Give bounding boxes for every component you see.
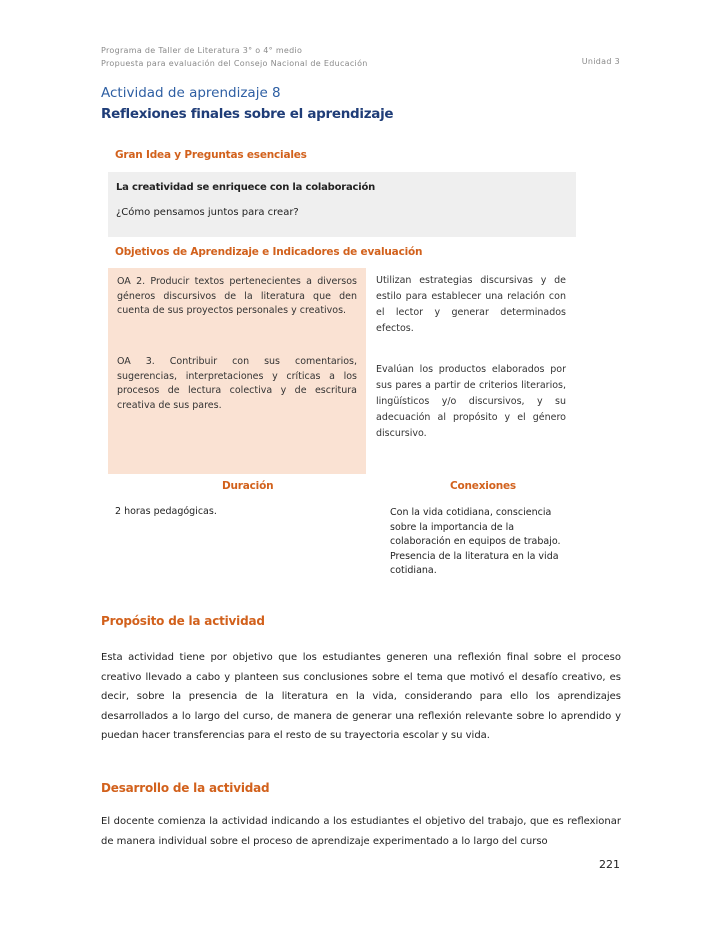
connections-value: Con la vida cotidiana, consciencia sobre la importancia de la colaboración en equipos de trabajo. Presencia de la literatura en la vida cotidiana. <box>390 507 561 576</box>
indicator-2-text: Evalúan los productos elaborados por sus pares a partir de criterios literarios, lingüísticos y/o discursivos, y su adecuación al propósito y el género discursivo. <box>376 364 566 439</box>
header-program: Programa de Taller de Literatura 3° o 4° medio <box>101 46 303 55</box>
page-number: 221 <box>599 858 620 871</box>
oa-2-text: OA 2. Producir textos pertenecientes a diversos géneros discursivos de la literatura que den cuenta de sus proyectos personales y creativos. <box>117 276 357 316</box>
activity-number: Actividad de aprendizaje 8 <box>101 85 281 101</box>
essential-question: ¿Cómo pensamos juntos para crear? <box>116 207 299 218</box>
running-header <box>101 44 368 70</box>
oa-3-text: OA 3. Contribuir con sus comentarios, sugerencias, interpretaciones y críticas a los procesos de lectura colectiva y de escritura creativa de sus pares. <box>117 356 357 411</box>
gran-idea-statement: La creatividad se enriquece con la colaboración <box>116 182 376 193</box>
connections-heading: Conexiones <box>450 480 516 492</box>
oa-box <box>108 268 366 474</box>
indicator-1-text: Utilizan estrategias discursivas y de estilo para establecer una relación con el lector y generar determinados efectos. <box>376 275 566 334</box>
duration-heading: Duración <box>222 480 274 492</box>
objectives-heading: Objetivos de Aprendizaje e Indicadores de evaluación <box>115 246 423 258</box>
purpose-paragraph: Esta actividad tiene por objetivo que los estudiantes generen una reflexión final sobre el proceso creativo llevado a cabo y planteen sus conclusiones sobre el tema que motivó el desafío creativo, es decir, sobre la presencia de la literatura en la vida, considerando para ello los aprendizajes desarrollados a lo largo del curso, de manera de generar una reflexión relevante sobre lo aprendido y puedan hacer transferencias para el resto de su trayectoria escolar y su vida. <box>101 652 621 741</box>
development-heading: Desarrollo de la actividad <box>101 781 270 795</box>
development-paragraph: El docente comienza la actividad indicando a los estudiantes el objetivo del trabajo, que es reflexionar de manera individual sobre el proceso de aprendizaje experimentado a lo largo del curso <box>101 816 621 847</box>
header-unit: Unidad 3 <box>581 57 620 66</box>
purpose-heading: Propósito de la actividad <box>101 614 265 628</box>
activity-title: Reflexiones finales sobre el aprendizaje <box>101 106 394 122</box>
duration-value: 2 horas pedagógicas. <box>115 506 217 517</box>
gran-idea-heading: Gran Idea y Preguntas esenciales <box>115 149 307 161</box>
header-proposal: Propuesta para evaluación del Consejo Nacional de Educación <box>101 59 368 68</box>
gran-idea-box <box>108 172 576 237</box>
